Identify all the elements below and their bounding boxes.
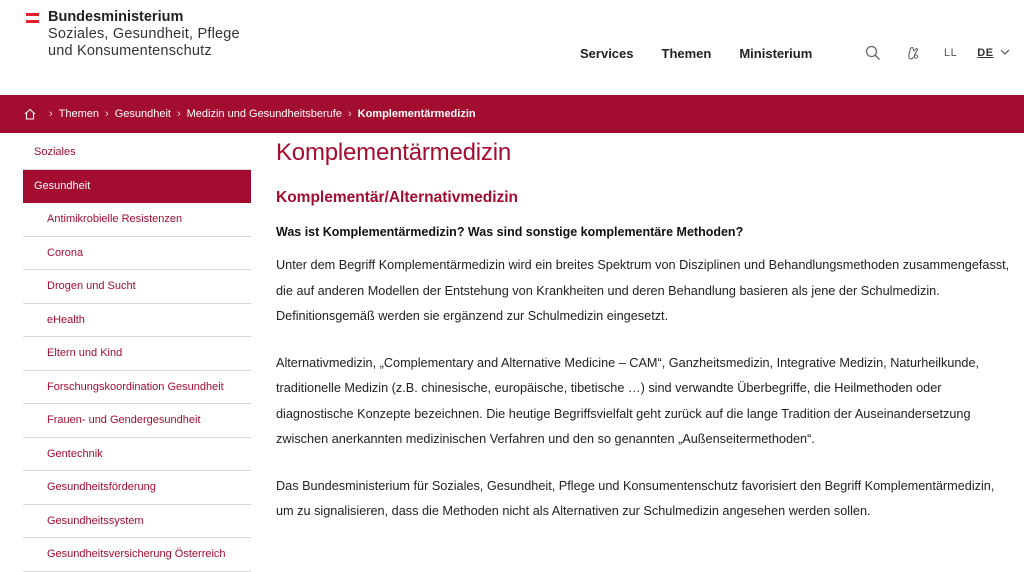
page-title: Komplementärmedizin xyxy=(276,139,511,166)
breadcrumb-item-medizin[interactable]: Medizin und Gesundheitsberufe xyxy=(186,108,342,120)
breadcrumb-item-themen[interactable]: Themen xyxy=(58,108,100,120)
main-nav xyxy=(580,46,840,61)
sidebar-item-corona[interactable]: Corona xyxy=(23,237,251,271)
header-tools xyxy=(864,44,1010,62)
breadcrumb xyxy=(0,95,1024,133)
main-content xyxy=(276,136,1011,525)
sidebar-item-gesundheitsfoerderung[interactable]: Gesundheitsförderung xyxy=(23,471,251,505)
austria-flag-icon xyxy=(26,13,39,23)
sidebar-item-drogen-und-sucht[interactable]: Drogen und Sucht xyxy=(23,270,251,304)
breadcrumb-item-gesundheit[interactable]: Gesundheit xyxy=(114,108,171,120)
sidebar-item-antimikrobielle-resistenzen[interactable]: Antimikrobielle Resistenzen xyxy=(23,203,251,237)
chevron-down-icon[interactable] xyxy=(1000,48,1010,59)
paragraph-3: Das Bundesministerium für Soziales, Gesundheit, Pflege und Konsumentenschutz favorisiert den Begriff Komplementärmedizin, um zu signalisieren, dass die Methoden nicht als Alternativen zur Schulmedizin angesehen werden sollen. xyxy=(276,478,995,518)
sidebar-item-gesundheitsversicherung[interactable]: Gesundheitsversicherung Österreich xyxy=(23,538,251,572)
chevron-right-icon: › xyxy=(49,108,53,120)
logo-line-3: und Konsumentenschutz xyxy=(48,43,212,59)
sidebar-item-gesundheitssystem[interactable]: Gesundheitssystem xyxy=(23,505,251,539)
sidebar-item-gesundheit[interactable]: Gesundheit xyxy=(23,170,251,204)
logo-line-1: Bundesministerium xyxy=(48,9,184,25)
logo-text xyxy=(48,9,308,60)
logo-line-2: Soziales, Gesundheit, Pflege xyxy=(48,26,240,42)
sidebar-item-frauen-gendergesundheit[interactable]: Frauen- und Gendergesundheit xyxy=(23,404,251,438)
sidebar-item-forschungskoordination[interactable]: Forschungskoordination Gesundheit xyxy=(23,371,251,405)
section-heading: Komplementär/Alternativmedizin xyxy=(276,189,519,206)
sidebar-item-ehealth[interactable]: eHealth xyxy=(23,304,251,338)
search-icon[interactable] xyxy=(864,44,882,62)
paragraph-1: Unter dem Begriff Komplementärmedizin wird ein breites Spektrum von Disziplinen und Behandlungsmethoden zusammengefasst, die auf anderen Modellen der Entstehung von Krankheiten und deren Behandlung basieren als jene der Schulmedizin. Definitionsgemäß werden sie ergänzend zur Schulmedizin eingesetzt. xyxy=(276,258,1010,323)
nav-services[interactable]: Services xyxy=(580,46,634,61)
paragraph-2: Alternativmedizin, „Complementary and Alternative Medicine – CAM“, Ganzheitsmedizin, Integrative Medizin, Naturheilkunde, traditionelle Medizin (z.B. chinesische, europäische, tibetische …) sind verwandte Überbegriffe, die Heilmethoden oder diagnostische Konzepte bezeichnen. Die heutige Begriffsvielfalt geht zurück auf die lange Tradition der Auseinandersetzung zwischen anerkannten medizinischen Verfahren und den so genannten „Außenseitermethoden“. xyxy=(276,355,980,446)
chevron-right-icon: › xyxy=(347,108,352,120)
chevron-right-icon: › xyxy=(105,108,109,120)
nav-ministerium[interactable]: Ministerium xyxy=(739,46,813,61)
question-heading: Was ist Komplementärmedizin? Was sind sonstige komplementäre Methoden? xyxy=(276,225,744,239)
sidebar-item-gentechnik[interactable]: Gentechnik xyxy=(23,438,251,472)
home-icon[interactable] xyxy=(23,107,37,121)
sidebar-item-soziales[interactable]: Soziales xyxy=(23,136,251,170)
sign-language-icon[interactable] xyxy=(904,44,922,62)
sidebar xyxy=(23,136,251,572)
language-selector[interactable]: DE xyxy=(977,47,994,59)
sidebar-item-eltern-und-kind[interactable]: Eltern und Kind xyxy=(23,337,251,371)
chevron-right-icon: › xyxy=(176,108,181,120)
easy-language-link[interactable]: LL xyxy=(944,47,958,59)
nav-themen[interactable]: Themen xyxy=(661,46,712,61)
breadcrumb-item-current[interactable]: Komplementärmedizin xyxy=(357,108,476,120)
site-header xyxy=(0,0,1024,95)
